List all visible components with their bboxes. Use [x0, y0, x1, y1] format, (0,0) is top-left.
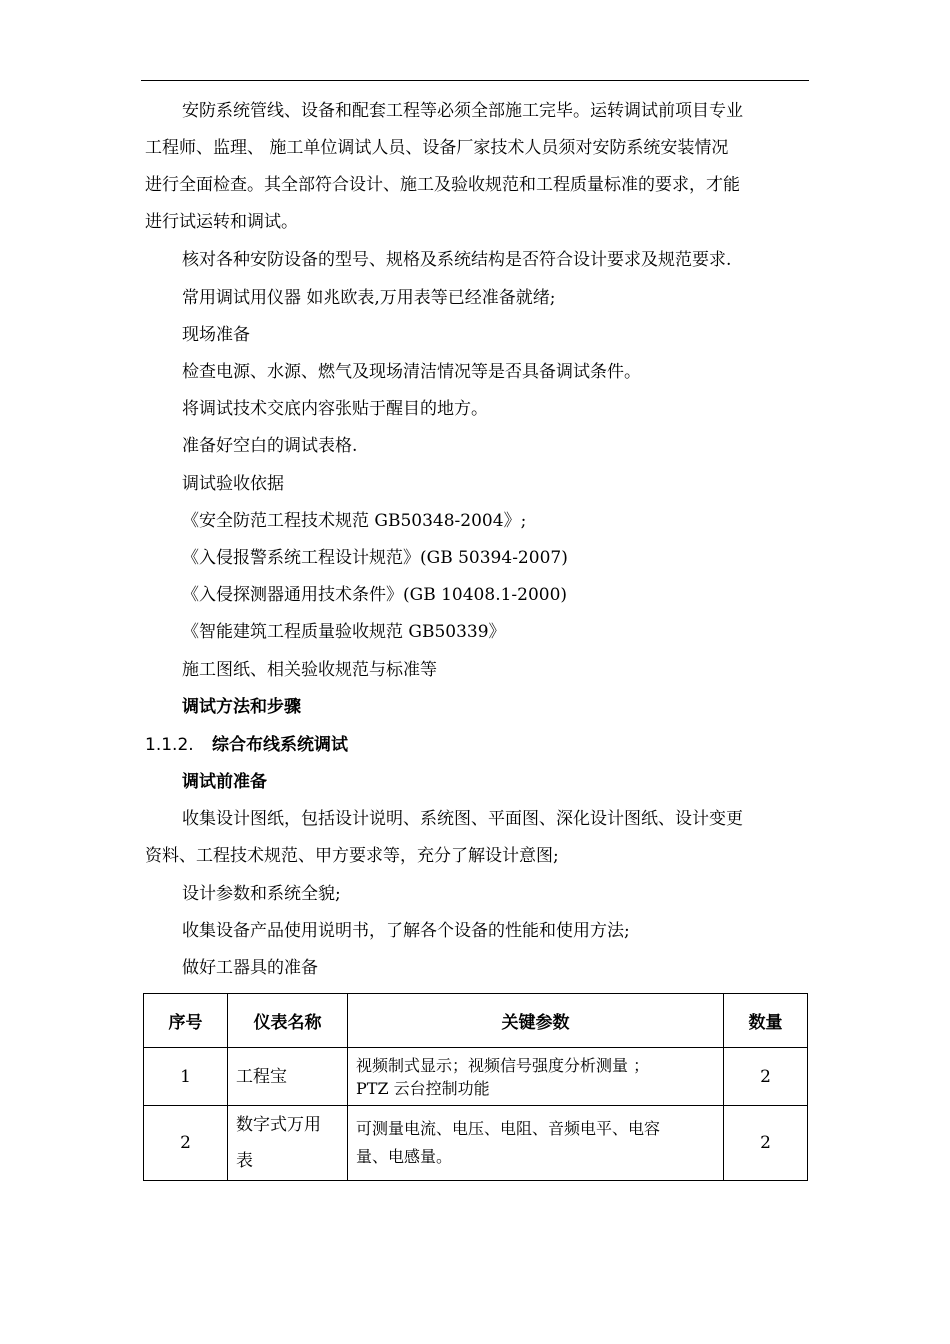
param-line: 量、电感量。 — [356, 1147, 453, 1166]
row-name-line: 数字式万用 — [236, 1115, 321, 1135]
paragraph-line: 收集设备产品使用说明书，了解各个设备的性能和使用方法; — [182, 921, 630, 941]
header-no: 序号 — [144, 994, 228, 1048]
row-params — [348, 1048, 724, 1106]
paragraph-line: 做好工器具的准备 — [182, 958, 318, 978]
row-no: 2 — [144, 1106, 228, 1181]
reference-item: 施工图纸、相关验收规范与标准等 — [182, 660, 437, 680]
reference-item: 《安全防范工程技术规范 GB50348-2004》; — [182, 511, 527, 531]
paragraph-line: 将调试技术交底内容张贴于醒目的地方。 — [182, 399, 488, 419]
paragraph-line: 资料、工程技术规范、甲方要求等，充分了解设计意图; — [145, 846, 559, 866]
paragraph-line: 检查电源、水源、燃气及现场清洁情况等是否具备调试条件。 — [182, 362, 641, 382]
header-params: 关键参数 — [348, 994, 724, 1048]
paragraph-line: 常用调试用仪器 如兆欧表,万用表等已经准备就绪; — [182, 288, 556, 308]
row-name — [228, 1106, 348, 1181]
paragraph-line: 核对各种安防设备的型号、规格及系统结构是否符合设计要求及规范要求. — [182, 250, 732, 270]
paragraph-line: 准备好空白的调试表格. — [182, 436, 358, 456]
section-heading: 现场准备 — [182, 325, 250, 345]
reference-item: 《入侵探测器通用技术条件》(GB 10408.1-2000) — [182, 585, 568, 605]
bold-heading: 调试前准备 — [182, 772, 267, 792]
section-number: 1.1.2. — [145, 735, 194, 755]
table-row — [144, 1106, 808, 1181]
row-params — [348, 1106, 724, 1181]
equipment-table — [143, 993, 808, 1181]
paragraph-line: 安防系统管线、设备和配套工程等必须全部施工完毕。运转调试前项目专业 — [182, 101, 743, 121]
param-line: 可测量电流、电压、电阻、音频电平、电容 — [356, 1119, 661, 1138]
header-name: 仪表名称 — [228, 994, 348, 1048]
row-qty: 2 — [724, 1048, 808, 1106]
paragraph-line: 进行全面检查。其全部符合设计、施工及验收规范和工程质量标准的要求，才能 — [145, 175, 740, 195]
param-line: PTZ 云台控制功能 — [356, 1078, 490, 1098]
header-qty: 数量 — [724, 994, 808, 1048]
paragraph-line: 设计参数和系统全貌; — [182, 884, 341, 904]
row-qty: 2 — [724, 1106, 808, 1181]
bold-heading: 调试方法和步骤 — [182, 697, 301, 717]
paragraph-line: 工程师、监理、 施工单位调试人员、设备厂家技术人员须对安防系统安装情况 — [145, 138, 729, 158]
row-no: 1 — [144, 1048, 228, 1106]
section-title: 综合布线系统调试 — [212, 735, 348, 755]
header-rule — [141, 80, 809, 81]
row-name-line: 工程宝 — [236, 1066, 287, 1087]
table-header-row — [144, 994, 808, 1048]
table-row — [144, 1048, 808, 1106]
reference-item: 《入侵报警系统工程设计规范》(GB 50394-2007) — [182, 548, 568, 568]
reference-item: 《智能建筑工程质量验收规范 GB50339》 — [182, 622, 506, 642]
param-line: 视频制式显示；视频信号强度分析测量 ； — [356, 1055, 650, 1075]
paragraph-line: 进行试运转和调试。 — [145, 212, 298, 232]
section-heading: 调试验收依据 — [182, 474, 284, 494]
row-name — [228, 1048, 348, 1106]
paragraph-line: 收集设计图纸，包括设计说明、系统图、平面图、深化设计图纸、设计变更 — [182, 809, 743, 829]
row-name-line: 表 — [236, 1151, 253, 1171]
